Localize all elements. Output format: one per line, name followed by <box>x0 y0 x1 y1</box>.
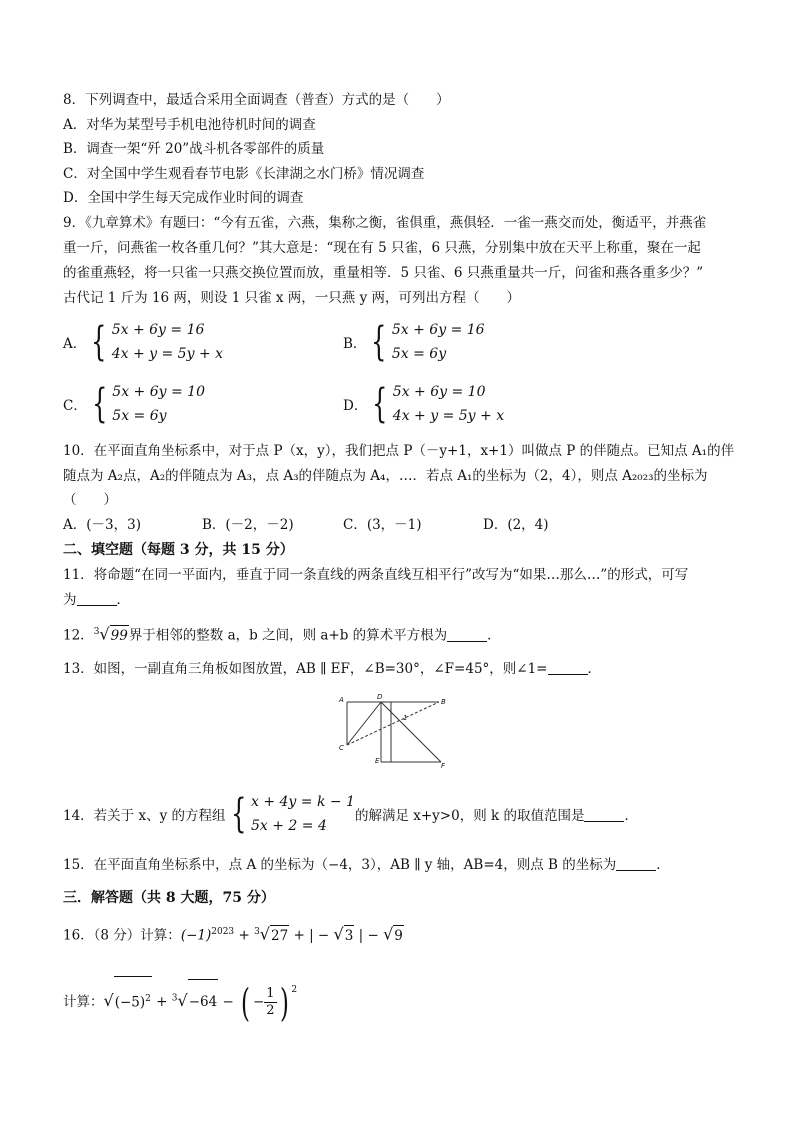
equation: 5x + 6y = 10 <box>112 384 205 400</box>
q10-option-d: D．(2，4) <box>483 517 549 533</box>
q12-end: ． <box>487 627 501 644</box>
radicand: 3 <box>344 925 355 946</box>
q12-number: 12． <box>63 627 94 644</box>
radical-icon: √ <box>259 924 270 944</box>
answer-blank <box>616 856 656 871</box>
fraction <box>264 986 276 1019</box>
section-2-heading: 二、填空题（每题 3 分，共 15 分） <box>63 542 294 558</box>
q9-option-b <box>343 318 485 366</box>
q15-line <box>63 855 670 875</box>
q11-line1: 11．将命题“在同一平面内，垂直于同一条直线的两条直线互相平行”改写为“如果…那么…”的形式，可写 <box>63 567 689 583</box>
radical-icon: √ <box>333 924 344 944</box>
brace-icon: { <box>91 381 108 427</box>
q14-suffix: 的解满足 x+y>0，则 k 的取值范围是 <box>354 808 585 824</box>
numerator: 1 <box>266 986 275 1001</box>
exponent: 2 <box>145 993 151 1004</box>
section-3-heading: 三．解答题（共 8 大题，75 分） <box>63 890 275 906</box>
option-label: C． <box>63 398 87 414</box>
q10-line2: 随点为 A₂点，A₂的伴随点为 A₃，点 A₃的伴随点为 A₄，…．若点 A₁的坐标为（2，4），则点 A₂₀₂₃的坐标为 <box>63 468 708 484</box>
option-label: B． <box>343 336 367 352</box>
q9-option-a <box>63 318 223 366</box>
q16-line1 <box>63 922 404 946</box>
equation: 4x + y = 5y + x <box>392 408 505 424</box>
q10-option-a: A．(－3，3) <box>63 517 141 533</box>
root-index: 3 <box>93 627 100 637</box>
q11-end: ． <box>116 592 130 608</box>
answer-blank <box>447 627 487 642</box>
q15-text: 15．在平面直角坐标系中，点 A 的坐标为（−4，3），AB ∥ y 轴，AB=4，则点 B 的坐标为 <box>63 857 617 873</box>
label-d: D <box>377 693 383 701</box>
q16-line2 <box>63 968 297 1024</box>
label-b: B <box>441 698 446 706</box>
equation: 5x + 6y = 16 <box>111 322 205 338</box>
equation: 5x + 6y = 16 <box>391 322 485 338</box>
label-c: C <box>339 744 344 752</box>
brace-icon: { <box>372 381 388 427</box>
equation: 5x = 6y <box>112 408 167 424</box>
radical-icon: √ <box>99 624 110 644</box>
q9-line3: 的雀重燕轻，将一只雀一只燕交换位置而放，重量相等．5 只雀、6 只燕重量共一斤，问雀和燕各重多少？” <box>63 265 704 281</box>
q9-line4: 古代记 1 斤为 16 两，则设 1 只雀 x 两，一只燕 y 两，可列出方程（ ） <box>63 290 521 306</box>
radical-icon: √ <box>177 991 188 1010</box>
brace-icon: { <box>230 791 246 837</box>
answer-blank <box>584 807 624 822</box>
paren-icon: ) <box>279 980 289 1025</box>
radicand: −64 <box>188 979 219 1024</box>
operator: | − <box>354 927 384 944</box>
triangle-figure <box>335 690 455 770</box>
label-angle-1: 1 <box>403 714 408 722</box>
q14-line <box>63 790 638 838</box>
option-label: A． <box>63 336 87 352</box>
label-f: F <box>441 762 446 770</box>
exponent: 2 <box>291 985 298 995</box>
q14-text: 14．若关于 x、y 的方程组 <box>63 808 226 824</box>
radicand: (−5) <box>114 994 146 1010</box>
q16-text: 计算： <box>63 994 104 1010</box>
q9-option-d <box>343 380 504 428</box>
q8-option-c: C．对全国中学生观看春节电影《长津湖之水门桥》情况调查 <box>63 166 425 182</box>
q9-option-c <box>63 380 205 428</box>
q13-end: ． <box>587 661 601 677</box>
q10-line1: 10．在平面直角坐标系中，对于点 P（x，y），我们把点 P（－y+1，x+1）叫做点 P 的伴随点。已知点 A₁的伴 <box>63 443 735 459</box>
radical-icon: √ <box>103 991 114 1010</box>
q16-text: 16．（8 分）计算： <box>63 927 181 944</box>
q13-line <box>63 659 601 679</box>
root-index: 3 <box>171 993 178 1004</box>
radicand: 9 <box>393 925 404 946</box>
option-label: D． <box>343 398 368 414</box>
q9-line2: 重一斤，问燕雀一枚各重几何？”其大意是：“现在有 5 只雀，6 只燕，分别集中放在天平上称重，聚在一起 <box>63 240 701 256</box>
q10-option-c: C．(3，－1) <box>343 517 422 533</box>
operator: + <box>234 927 255 944</box>
q10-line3: （ ） <box>63 492 117 508</box>
answer-blank <box>77 591 117 606</box>
q13-text: 13．如图，一副直角三角板如图放置，AB ∥ EF，∠B=30°，∠F=45°，则∠1= <box>63 661 548 677</box>
operator: + <box>151 994 172 1010</box>
q16-term: (−1) <box>180 927 212 944</box>
operator: − <box>252 994 265 1010</box>
radicand: 27 <box>270 925 289 946</box>
q8-stem: 8．下列调查中，最适合采用全面调查（普查）方式的是（ ） <box>63 92 450 108</box>
q9-line1: 9．《九章算术》有题曰：“今有五雀，六燕，集称之衡，雀俱重，燕俱轻．一雀一燕交而处，衡适平，并燕雀 <box>63 215 707 231</box>
equation: 5x = 6y <box>391 346 447 362</box>
equation: x + 4y = k − 1 <box>250 794 355 810</box>
denominator: 2 <box>266 1003 275 1018</box>
q11-line2 <box>63 590 130 610</box>
operator: + | − <box>289 927 334 944</box>
operator: − <box>218 994 239 1010</box>
brace-icon: { <box>91 319 107 365</box>
paren-icon: ( <box>241 980 250 1025</box>
equation: 4x + y = 5y + x <box>111 346 224 362</box>
q12-line <box>63 622 501 646</box>
equation: 5x + 6y = 10 <box>392 384 486 400</box>
label-a: A <box>339 696 344 704</box>
q12-text: 界于相邻的整数 a，b 之间，则 a+b 的算术平方根为 <box>128 627 448 644</box>
label-e: E <box>375 757 380 765</box>
equation: 5x + 2 = 4 <box>250 818 327 834</box>
q8-option-d: D．全国中学生每天完成作业时间的调查 <box>63 190 304 206</box>
exponent: 2023 <box>211 927 235 937</box>
q14-end: ． <box>624 808 638 824</box>
q11-text: 为 <box>63 592 77 608</box>
radical-icon: √ <box>383 924 394 944</box>
q8-option-b: B．调查一架“歼 20”战斗机各零部件的质量 <box>63 141 325 157</box>
q10-option-b: B．(－2，－2) <box>202 517 294 533</box>
answer-blank <box>548 660 588 675</box>
radicand: 99 <box>110 625 129 646</box>
brace-icon: { <box>371 319 387 365</box>
root-index: 3 <box>254 927 260 937</box>
q8-option-a: A．对华为某型号手机电池待机时间的调查 <box>63 117 316 133</box>
q15-end: ． <box>656 857 670 873</box>
